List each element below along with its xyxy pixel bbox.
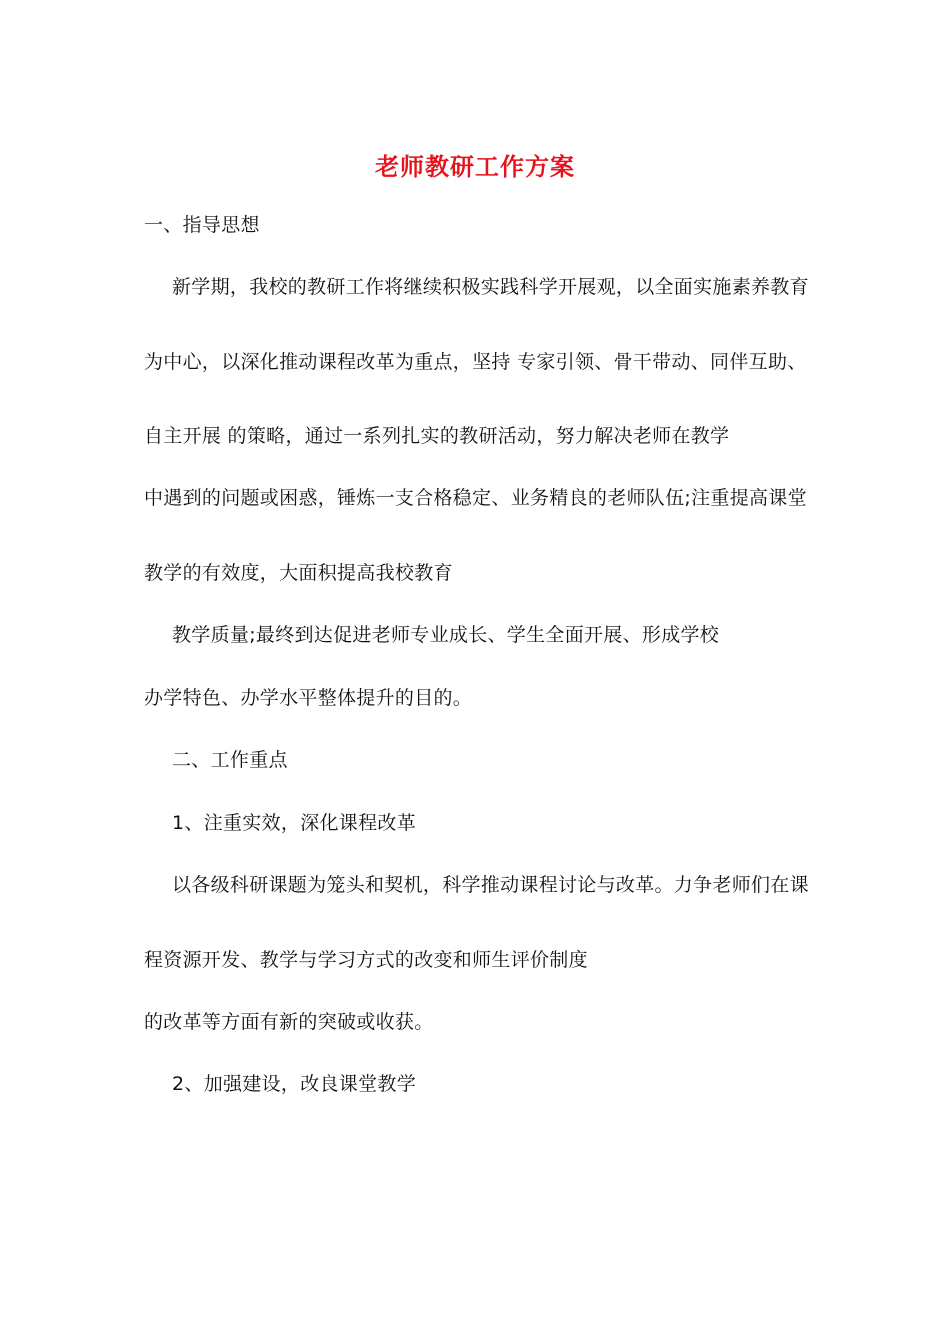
paragraph-line: 自主开展 的策略，通过一系列扎实的教研活动，努力解决老师在教学 <box>144 425 730 447</box>
subsection-heading-2: 2、加强建设，改良课堂教学 <box>172 1073 416 1095</box>
paragraph-line: 程资源开发、教学与学习方式的改变和师生评价制度 <box>144 949 588 971</box>
paragraph-line: 的改革等方面有新的突破或收获。 <box>144 1011 434 1033</box>
paragraph-line: 教学的有效度，大面积提高我校教育 <box>144 562 453 584</box>
paragraph-line: 中遇到的问题或困惑，锤炼一支合格稳定、业务精良的老师队伍;注重提高课堂 <box>144 487 807 509</box>
section-heading-work-focus: 二、工作重点 <box>172 749 288 771</box>
paragraph-line: 新学期，我校的教研工作将继续积极实践科学开展观，以全面实施素养教育 <box>172 276 809 298</box>
paragraph-line: 办学特色、办学水平整体提升的目的。 <box>144 687 473 709</box>
paragraph-line: 教学质量;最终到达促进老师专业成长、学生全面开展、形成学校 <box>172 624 720 646</box>
document-title: 老师教研工作方案 <box>375 152 575 181</box>
subsection-heading-1: 1、注重实效，深化课程改革 <box>172 812 416 834</box>
section-heading-guiding-thought: 一、指导思想 <box>144 214 260 236</box>
paragraph-line: 以各级科研课题为笼头和契机，科学推动课程讨论与改革。力争老师们在课 <box>172 874 809 896</box>
paragraph-line: 为中心，以深化推动课程改革为重点，坚持 专家引领、骨干带动、同伴互助、 <box>144 351 807 373</box>
